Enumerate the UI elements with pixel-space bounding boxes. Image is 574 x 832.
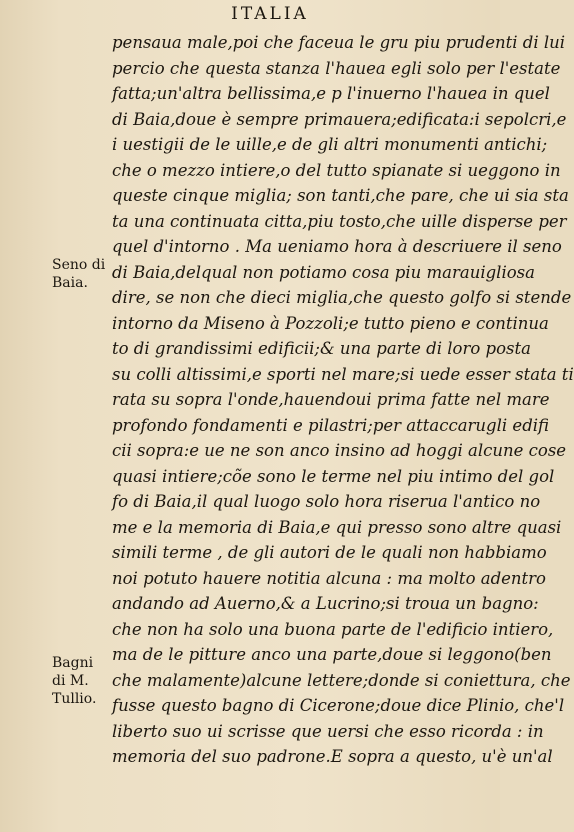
text-line: su colli altissimi,e sporti nel mare;si uede esser stata ti	[112, 364, 574, 384]
text-line: fo di Baia,il qual luogo solo hora riserua l'antico no	[112, 492, 541, 511]
body-text	[112, 30, 574, 770]
text-line: che malamente)alcune lettere;donde si coniettura, che	[112, 670, 571, 690]
text-line: simili terme , de gli autori de le quali non habbiamo	[112, 543, 547, 562]
text-line: profondo fondamenti e pilastri;per attaccarugli edifi	[112, 415, 550, 435]
text-line: liberto suo ui scrisse que uersi che esso ricorda : in	[112, 721, 544, 741]
margin-note-line: di M.	[52, 673, 89, 689]
text-line: che o mezzo intiere,o del tutto spianate si ueggono in	[112, 160, 561, 180]
margin-note-line: Seno di	[52, 257, 106, 273]
text-line: che non ha solo una buona parte de l'edificio intiero,	[112, 619, 554, 639]
text-line: di Baia,delqual non potiamo cosa piu marauigliosa	[112, 262, 535, 282]
text-line: ta una continuata citta,piu tosto,che uille disperse per	[112, 211, 567, 231]
text-line: pensaua male,poi che faceua le gru piu prudenti di lui	[112, 33, 566, 52]
text-line: me e la memoria di Baia,e qui presso sono altre quasi	[112, 517, 562, 537]
text-line: fusse questo bagno di Cicerone;doue dice Plinio, che'l	[112, 696, 565, 715]
text-line: percio che questa stanza l'hauea egli solo per l'estate	[112, 58, 561, 78]
text-line: cii sopra:e ue ne son anco insino ad hoggi alcune cose	[112, 441, 567, 460]
text-line: i uestigii de le uille,e de gli altri monumenti antichi;	[112, 135, 548, 154]
text-line: memoria del suo padrone.E sopra a questo, u'è un'al	[112, 747, 553, 766]
text-line: quel d'intorno . Ma ueniamo hora à descriuere il seno	[112, 237, 562, 256]
text-line: di Baia,doue è sempre primauera;edificata:i sepolcri,e	[112, 109, 567, 129]
margin-note-line: Baia.	[52, 275, 88, 291]
margin-note-seno-di-baia	[52, 256, 112, 292]
text-line: dire, se non che dieci miglia,che questo golfo si stende	[112, 288, 572, 307]
text-line: rata su sopra l'onde,hauendoui prima fatte nel mare	[112, 390, 550, 409]
text-line: queste cinque miglia; son tanti,che pare, che ui sia sta	[112, 186, 569, 205]
text-line: fatta;un'altra bellissima,e p l'inuerno l'hauea in quel	[112, 84, 550, 103]
text-line: to di grandissimi edificii;& una parte di loro posta	[112, 339, 531, 358]
text-line: andando ad Auerno,& a Lucrino;si troua un bagno:	[112, 594, 539, 613]
running-head: ITALIA	[231, 4, 309, 24]
margin-note-line: Tullio.	[52, 691, 97, 707]
margin-note-line: Bagni	[52, 655, 94, 671]
text-line: ma de le pitture anco una parte,doue si leggono(ben	[112, 645, 552, 664]
margin-note-bagni-di-tullio	[52, 654, 112, 708]
text-line: noi potuto hauere notitia alcuna : ma molto adentro	[112, 568, 546, 588]
text-line: quasi intiere;cõe sono le terme nel piu intimo del gol	[112, 466, 555, 486]
text-line: intorno da Miseno à Pozzoli;e tutto pieno e continua	[112, 313, 549, 333]
